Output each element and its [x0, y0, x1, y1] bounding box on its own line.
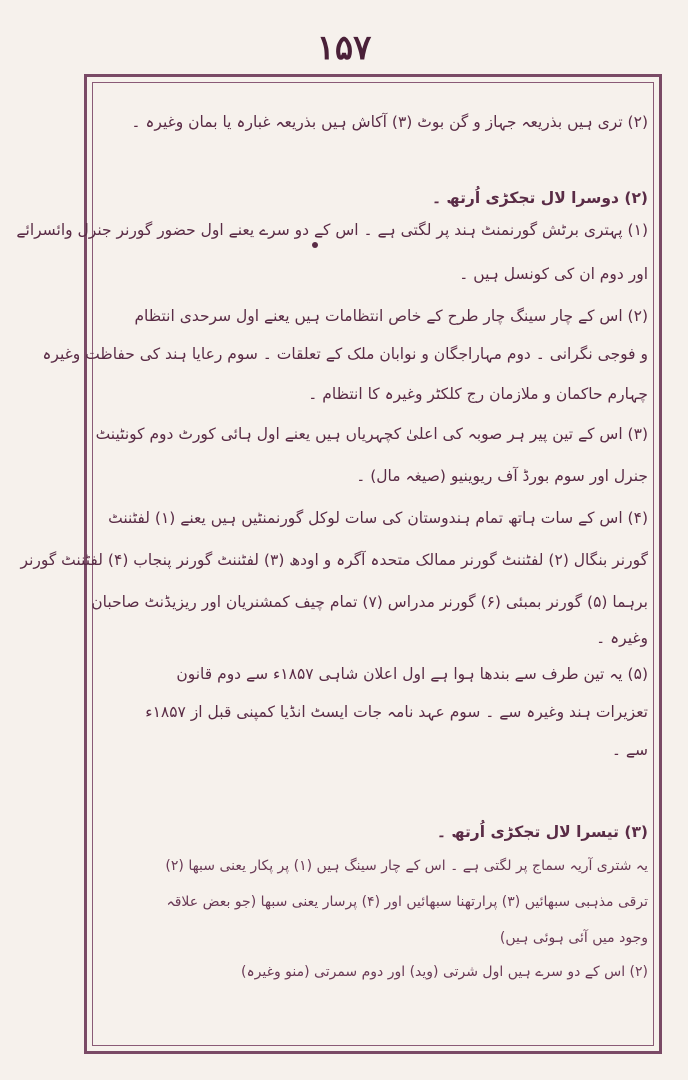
text-line: وجود میں آئی ہوئی ہیں) [499, 930, 648, 946]
section-heading: (۳) تیسرا لال تجکڑی اُرتھ ۔ [436, 823, 648, 841]
text-line: جنرل اور سوم بورڈ آف ریوینیو (صیغہ مال) ۔ [356, 467, 648, 485]
text-line: (۳) اس کے تین پیر ہر صوبہ کی اعلیٰ کچہریاں ہیں یعنے اول ہائی کورٹ دوم کونٹینٹ [95, 425, 648, 443]
page-body [16, 96, 648, 1046]
text-line: و فوجی نگرانی ۔ دوم مہاراجگان و نوابان ملک کے تعلقات ۔ سوم رعایا ہند کی حفاظت وغیرہ [42, 345, 648, 363]
text-line: برہما (۵) گورنر بمبئی (۶) گورنر مدراس (۷) تمام چیف کمشنریان اور ریزیڈنٹ صاحبان [91, 593, 648, 611]
text-line: وغیرہ ۔ [596, 629, 648, 647]
text-line: (۲) اس کے چار سینگ چار طرح کے خاص انتظامات ہیں یعنے اول سرحدی انتظام [134, 307, 648, 325]
text-line: یہ شتری آریہ سماج پر لگتی ہے ۔ اس کے چار سینگ ہیں (۱) پر پکار یعنی سبھا (۲) [165, 858, 648, 874]
text-line: اور دوم ان کی کونسل ہیں ۔ [459, 265, 648, 283]
text-line: چہارم حاکمان و ملازمان رج کلکٹر وغیرہ کا انتظام ۔ [308, 385, 648, 403]
page-number: ۱۵۷ [316, 28, 372, 68]
text-line: (۴) اس کے سات ہاتھ تمام ہندوستان کی سات لوکل گورنمنٹیں ہیں یعنے (۱) لفٹننٹ [108, 509, 648, 527]
text-line: ترقی مذہبی سبھائیں (۳) پرارتھنا سبھائیں اور (۴) پرسار یعنی سبھا (جو بعض علاقہ [166, 894, 648, 910]
ink-dot [312, 242, 318, 248]
text-line: سے ۔ [611, 741, 648, 759]
text-line: (۲) اس کے دو سرے ہیں اول شرتی (وید) اور دوم سمرتی (منو وغیرہ) [241, 964, 648, 980]
text-line: (۵) یہ تین طرف سے بندھا ہوا ہے اول اعلان شاہی ۱۸۵۷ء سے دوم قانون [176, 665, 648, 683]
section-heading: (۲) دوسرا لال تجکڑی اُرتھ ۔ [431, 189, 648, 207]
text-line: (۱) پہتری برٹش گورنمنٹ ہند پر لگتی ہے ۔ اس کے دو سرے یعنے اول حضور گورنر جنرل وائسرائے [16, 221, 648, 239]
text-line: (۲) تری ہیں بذریعہ جہاز و گن بوٹ (۳) آکاش ہیں بذریعہ غبارہ یا بمان وغیرہ ۔ [131, 113, 648, 131]
text-line: گورنر بنگال (۲) لفٹننٹ گورنر ممالک متحدہ آگرہ و اودھ (۳) لفٹننٹ گورنر پنجاب (۴) لفٹننٹ گورنر [20, 551, 648, 569]
text-line: تعزیرات ہند وغیرہ سے ۔ سوم عہد نامہ جات ایسٹ انڈیا کمپنی قبل از ۱۸۵۷ء [145, 703, 648, 721]
